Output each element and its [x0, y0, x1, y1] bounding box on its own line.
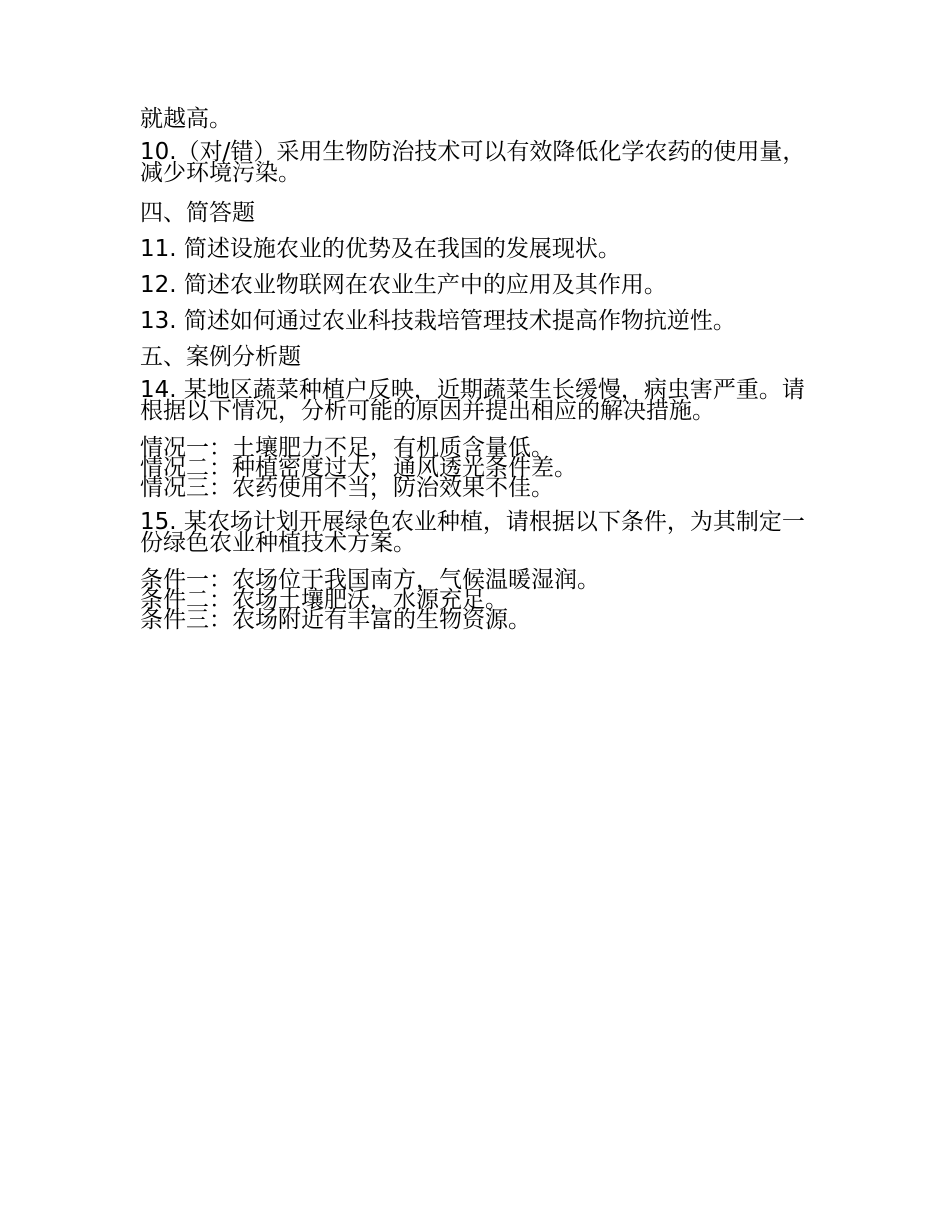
- condition-line: 情况二：种植密度过大，通风透光条件差。: [140, 455, 577, 481]
- condition-line: 条件一：农场位于我国南方，气候温暖湿润。: [140, 567, 600, 593]
- question-10: 10.（对/错）采用生物防治技术可以有效降低化学农药的使用量，减少环境污染。: [140, 139, 806, 186]
- section-heading-short-answer: 四、简答题: [140, 200, 255, 226]
- condition-line: 条件二：农场土壤肥沃，水源充足。: [140, 587, 508, 613]
- question-15-conditions: [140, 567, 820, 633]
- question-12: 12. 简述农业物联网在农业生产中的应用及其作用。: [140, 272, 667, 298]
- condition-line: 情况一：土壤肥力不足，有机质含量低。: [140, 435, 554, 461]
- document-body: [140, 106, 820, 644]
- question-14: 14. 某地区蔬菜种植户反映，近期蔬菜生长缓慢，病虫害严重。请根据以下情况，分析可能的原因并提出相应的解决措施。: [140, 377, 805, 424]
- text-line-continuation: 就越高。: [140, 106, 232, 132]
- condition-line: 情况三：农药使用不当，防治效果不佳。: [140, 475, 554, 501]
- condition-line: 条件三：农场附近有丰富的生物资源。: [140, 607, 531, 633]
- section-heading-case-analysis: 五、案例分析题: [140, 344, 301, 370]
- question-15: 15. 某农场计划开展绿色农业种植，请根据以下条件，为其制定一份绿色农业种植技术方案。: [140, 509, 805, 556]
- question-11: 11. 简述设施农业的优势及在我国的发展现状。: [140, 236, 621, 262]
- question-14-conditions: [140, 435, 820, 501]
- question-13: 13. 简述如何通过农业科技栽培管理技术提高作物抗逆性。: [140, 308, 736, 334]
